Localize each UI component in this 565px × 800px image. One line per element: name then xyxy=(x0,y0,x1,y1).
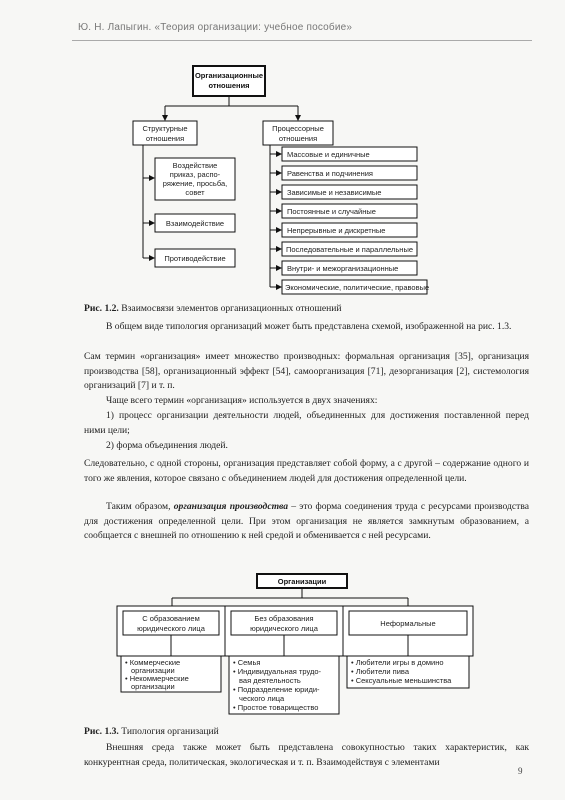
paragraph-1: В общем виде типология организаций может быть представлена схемой, изображенной на рис. 1.3. xyxy=(106,321,512,332)
col2-item-3-line-2: ческого лица xyxy=(239,694,285,703)
col1-item-2-line-2: организации xyxy=(131,682,175,691)
col2-item-4: • Простое товарищество xyxy=(233,703,319,712)
caption-number: Рис. 1.3. xyxy=(84,726,119,737)
process-item-1: Массовые и единичные xyxy=(287,150,370,159)
col1-item-2-line-1: • Некоммерческие xyxy=(125,674,189,683)
influence-line-3: ряжение, просьба, xyxy=(162,179,228,188)
running-head: Ю. Н. Лапыгин. «Теория организации: учебное пособие» xyxy=(78,22,353,33)
caption-text: Типология организаций xyxy=(118,726,219,737)
process-line-1: Процессорные xyxy=(272,124,324,133)
process-item-3: Зависимые и независимые xyxy=(287,188,382,197)
structural-line-2: отношения xyxy=(145,134,185,143)
structural-line-1: Структурные xyxy=(142,124,188,133)
root-line-2: отношения xyxy=(208,81,250,90)
col1-head-line-1: С образованием xyxy=(142,614,200,623)
caption-text: Взаимосвязи элементов организационных отношений xyxy=(118,303,342,314)
paragraph-5: 2) форма объединения людей. xyxy=(106,440,228,451)
paragraph-4: 1) процесс организации деятельности людей, объединенных для достижения поставленной перед ними цели; xyxy=(84,410,529,436)
paragraph-2: Сам термин «организация» имеет множество производных: формальная организация [35], организация производства [58], организационный эффект [54], самоорганизация [71], дезорганизация [2], системология организаций [7] и т. п. xyxy=(84,351,529,391)
col3-head-line-1: Неформальные xyxy=(380,619,436,628)
p7-rest: – это форма соединения труда с ресурсами производства для достижения определенной цели. При этом организация не является замкнутым образованием, а сообщается с внешней по отношению к ней средой и обменивается с ней ресурсами. xyxy=(84,501,530,541)
root-line-1: Организационные xyxy=(194,71,264,80)
caption-number: Рис. 1.2. xyxy=(84,303,119,314)
col1-item-1-line-2: организации xyxy=(131,666,175,675)
organizations-root-label: Организации xyxy=(277,577,327,586)
paragraph-8: Внешняя среда также может быть представлена совокупностью таких характеристик, как конкурентная среда, политическая, экологическая и т. п. Взаимодействуя с элементами xyxy=(84,742,529,768)
process-item-2: Равенства и подчинения xyxy=(287,169,373,178)
influence-line-1: Воздействие xyxy=(172,161,218,170)
col2-item-1: • Семья xyxy=(233,658,261,667)
influence-line-4: совет xyxy=(185,188,205,197)
col1-item-1-line-1: • Коммерческие xyxy=(125,658,181,667)
paragraph-3: Чаще всего термин «организация» используется в двух значениях: xyxy=(106,395,378,406)
col3-item-2: • Любители пива xyxy=(351,667,409,676)
process-line-2: отношения xyxy=(278,134,318,143)
col2-item-2-line-2: вая деятельность xyxy=(239,676,301,685)
col2-item-3-line-1: • Подразделение юриди- xyxy=(233,685,320,694)
process-item-6: Последовательные и параллельные xyxy=(286,245,414,254)
process-item-4: Постоянные и случайные xyxy=(287,207,376,216)
process-item-7: Внутри- и межорганизационные xyxy=(287,264,399,273)
process-item-5: Непрерывные и дискретные xyxy=(287,226,386,235)
col3-item-3: • Сексуальные меньшинства xyxy=(351,676,452,685)
p7-term: организация производства xyxy=(173,501,289,512)
counteraction-label: Противодействие xyxy=(164,254,226,263)
col2-head-line-1: Без образования xyxy=(254,614,314,623)
col3-item-1: • Любители игры в домино xyxy=(351,658,444,667)
influence-line-2: приказ, распо- xyxy=(169,170,221,179)
p7-lead: Таким образом, xyxy=(106,501,174,512)
col2-item-2-line-1: • Индивидуальная трудо- xyxy=(233,667,322,676)
process-item-8: Экономические, политические, правовые xyxy=(285,283,430,292)
interaction-label: Взаимодействие xyxy=(165,219,225,228)
col1-head-line-2: юридического лица xyxy=(137,624,205,633)
page-number: 9 xyxy=(518,766,523,776)
figure-1-3-caption xyxy=(84,725,529,740)
paragraph-6: Следовательно, с одной стороны, организация представляет собой форму, а с другой – содержание одного и того же явления, которое связано с объединением людей для достижения определенной цели. xyxy=(84,458,529,484)
col2-head-line-2: юридического лица xyxy=(250,624,318,633)
